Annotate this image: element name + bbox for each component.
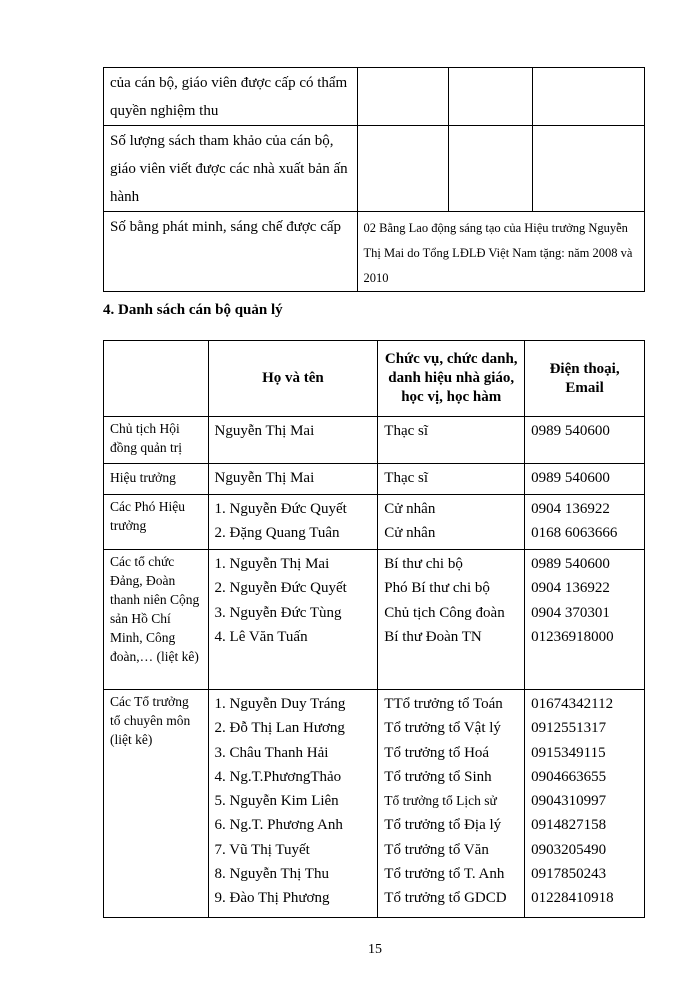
contact-line: 0915349115 <box>531 744 606 761</box>
name-line: 7. Vũ Thị Tuyết <box>214 841 310 858</box>
name-line: 5. Nguyễn Kim Liên <box>214 793 339 810</box>
name-cell <box>208 464 378 495</box>
name-line: 2. Đỗ Thị Lan Hương <box>214 720 345 737</box>
name-line: Nguyễn Thị Mai <box>214 423 315 439</box>
contact-line: 0904 136922 <box>531 580 610 597</box>
name-cell <box>208 417 378 464</box>
position-line: Thạc sĩ <box>384 423 429 439</box>
position-cell <box>378 495 525 550</box>
empty-cell <box>449 68 533 126</box>
contact-line: 0989 540600 <box>531 423 610 439</box>
name-line: 4. Ng.T.PhươngThảo <box>214 768 342 785</box>
contact-line: 0912551317 <box>531 720 607 737</box>
name-line: 3. Nguyễn Đức Tùng <box>214 604 342 621</box>
position-line: Tổ trưởng tổ Lịch sử <box>384 793 497 809</box>
table-row <box>104 126 645 212</box>
empty-cell <box>357 68 449 126</box>
header-category <box>104 341 209 417</box>
contact-cell <box>525 690 645 918</box>
contact-line: 0904663655 <box>531 768 607 785</box>
category-cell: Các Tổ trưởng tổ chuyên môn (liệt kê) <box>104 690 209 918</box>
category-cell: Các tổ chức Đảng, Đoàn thanh niên Cộng sản Hồ Chí Minh, Công đoàn,… (liệt kê) <box>104 550 209 690</box>
header-position: Chức vụ, chức danh, danh hiệu nhà giáo, học vị, học hàm <box>378 341 525 417</box>
section-heading: 4. Danh sách cán bộ quản lý <box>103 302 283 318</box>
name-line: 1. Nguyễn Duy Tráng <box>214 696 346 712</box>
contact-line: 0914827158 <box>531 817 607 834</box>
contact-line: 0904 136922 <box>531 501 610 517</box>
contact-line: 0989 540600 <box>531 470 610 486</box>
name-cell <box>208 495 378 550</box>
name-line: 3. Châu Thanh Hải <box>214 744 329 761</box>
table-header-row <box>104 341 645 417</box>
table-row <box>104 212 645 292</box>
contact-cell <box>525 464 645 495</box>
contact-line: 01228410918 <box>531 890 614 907</box>
position-cell <box>378 464 525 495</box>
management-staff-table <box>103 340 645 918</box>
table-row <box>104 68 645 126</box>
contact-cell <box>525 550 645 690</box>
position-line: Tổ trưởng tổ Vật lý <box>384 720 501 737</box>
name-line: 4. Lê Văn Tuấn <box>214 628 308 645</box>
position-line: Bí thư chi bộ <box>384 556 463 572</box>
position-cell <box>378 690 525 918</box>
position-cell <box>378 417 525 464</box>
header-contact: Điện thoại, Email <box>525 341 645 417</box>
name-line: Nguyễn Thị Mai <box>214 470 315 486</box>
contact-line: 01674342112 <box>531 696 614 712</box>
contact-line: 0917850243 <box>531 866 607 883</box>
empty-cell <box>449 126 533 212</box>
position-line: Phó Bí thư chi bộ <box>384 580 490 597</box>
empty-cell <box>533 126 645 212</box>
row-label: của cán bộ, giáo viên được cấp có thẩm quyền nghiệm thu <box>104 68 358 126</box>
name-line: 2. Nguyễn Đức Quyết <box>214 580 347 597</box>
page-number: 15 <box>368 942 382 957</box>
contact-line: 0903205490 <box>531 841 607 858</box>
table-row <box>104 495 645 550</box>
position-line: Tổ trưởng tổ Văn <box>384 841 489 858</box>
position-line: TTổ trưởng tổ Toán <box>384 696 503 712</box>
table-row <box>104 550 645 690</box>
row-label: Số bằng phát minh, sáng chế được cấp <box>104 212 358 292</box>
name-line: 2. Đặng Quang Tuân <box>214 525 340 542</box>
position-line: Tổ trưởng tổ T. Anh <box>384 866 505 883</box>
category-cell: Các Phó Hiệu trưởng <box>104 495 209 550</box>
table-row <box>104 464 645 495</box>
position-line: Chủ tịch Công đoàn <box>384 604 505 621</box>
award-note: 02 Bằng Lao động sáng tạo của Hiệu trưởng Nguyễn Thị Mai do Tổng LĐLĐ Việt Nam tặng: năm 2008 và 2010 <box>357 212 644 292</box>
contact-cell <box>525 495 645 550</box>
contact-line: 0989 540600 <box>531 556 610 572</box>
category-cell: Chủ tịch Hội đồng quản trị <box>104 417 209 464</box>
contact-cell <box>525 417 645 464</box>
name-line: 8. Nguyễn Thị Thu <box>214 866 329 883</box>
position-cell <box>378 550 525 690</box>
empty-cell <box>357 126 449 212</box>
name-cell <box>208 690 378 918</box>
position-line: Tổ trưởng tổ Hoá <box>384 744 490 761</box>
name-line: 6. Ng.T. Phương Anh <box>214 817 343 834</box>
name-line: 1. Nguyễn Đức Quyết <box>214 501 347 517</box>
position-line: Cử nhân <box>384 525 436 542</box>
name-cell <box>208 550 378 690</box>
row-label: Số lượng sách tham khảo của cán bộ, giáo viên viết được các nhà xuất bản ấn hành <box>104 126 358 212</box>
position-line: Cử nhân <box>384 501 436 517</box>
contact-line: 0168 6063666 <box>531 525 618 542</box>
contact-line: 0904310997 <box>531 793 607 810</box>
category-cell: Hiệu trưởng <box>104 464 209 495</box>
position-line: Tổ trưởng tổ Sinh <box>384 768 492 785</box>
position-line: Tổ trưởng tổ GDCD <box>384 890 507 907</box>
name-line: 9. Đào Thị Phương <box>214 890 330 907</box>
empty-cell <box>533 68 645 126</box>
contact-line: 0904 370301 <box>531 604 610 621</box>
evaluation-table-continued <box>103 67 645 292</box>
position-line: Bí thư Đoàn TN <box>384 628 482 645</box>
position-line: Tổ trưởng tổ Địa lý <box>384 817 502 834</box>
name-line: 1. Nguyễn Thị Mai <box>214 556 330 572</box>
table-row <box>104 690 645 918</box>
table-row <box>104 417 645 464</box>
position-line: Thạc sĩ <box>384 470 429 486</box>
header-name: Họ và tên <box>208 341 378 417</box>
contact-line: 01236918000 <box>531 628 614 645</box>
